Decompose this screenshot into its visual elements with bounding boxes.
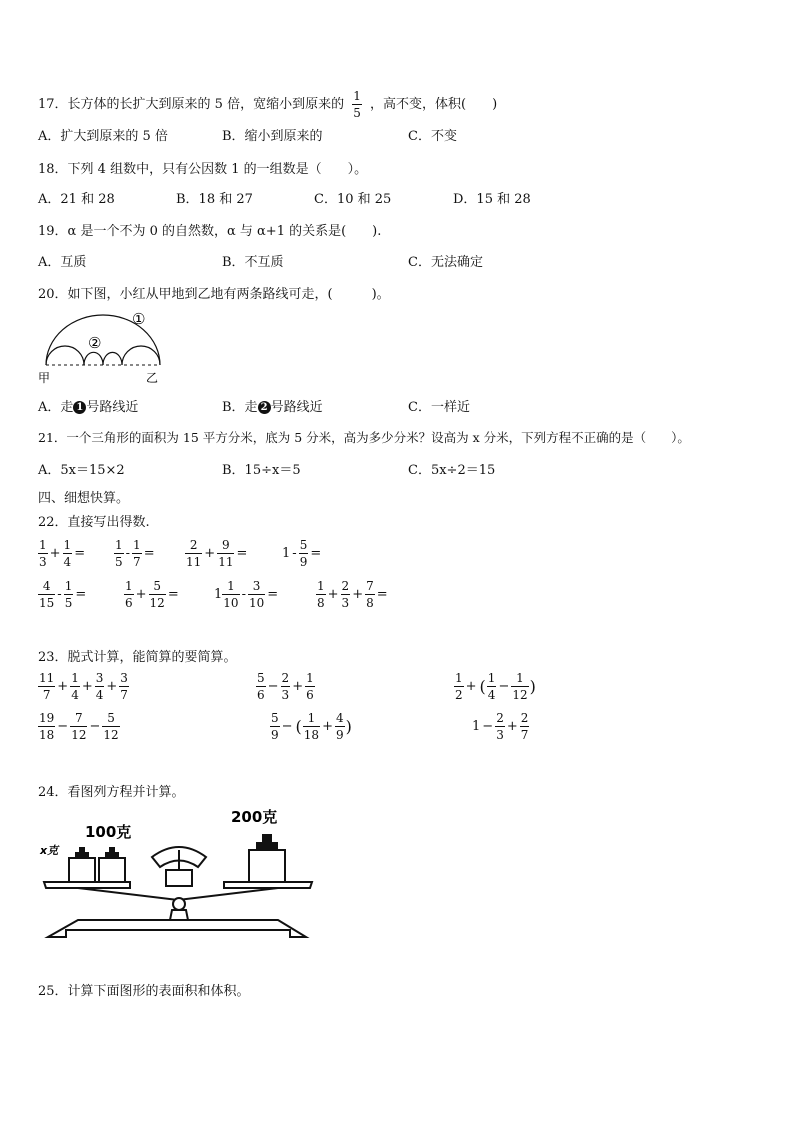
q18-option-a[interactable]: A．21 和 28 bbox=[38, 192, 115, 207]
denominator: 5 bbox=[115, 555, 123, 569]
denominator: 12 bbox=[149, 596, 165, 610]
balance-scale-figure bbox=[38, 802, 318, 947]
route-2-badge: 2 bbox=[258, 401, 271, 414]
numerator: 4 bbox=[38, 580, 55, 595]
numerator: 3 bbox=[248, 580, 265, 595]
denominator: 4 bbox=[63, 555, 72, 569]
left-pan bbox=[44, 882, 130, 888]
denominator: 11 bbox=[186, 555, 202, 569]
denominator: 7 bbox=[42, 688, 51, 702]
q23-expr-1 bbox=[38, 672, 129, 701]
numerator: 1 bbox=[303, 712, 320, 727]
q20-option-b-suffix: 号路线近 bbox=[270, 400, 323, 415]
denominator: 12 bbox=[103, 728, 119, 742]
plus-sign: + bbox=[49, 546, 61, 561]
numerator: 19 bbox=[39, 711, 55, 725]
q19-stem: 19．α 是一个不为 0 的自然数，α 与 α+1 的关系是( ). bbox=[38, 224, 382, 239]
denominator: 4 bbox=[71, 688, 79, 702]
denominator: 6 bbox=[125, 596, 133, 610]
x-weight-label: x克 bbox=[40, 844, 59, 857]
q22-item-1 bbox=[38, 539, 87, 568]
denominator: 11 bbox=[218, 555, 234, 569]
numerator: 1 bbox=[71, 671, 79, 685]
equals-sign: = bbox=[376, 587, 388, 602]
denominator: 3 bbox=[39, 555, 47, 569]
numerator: 9 bbox=[217, 539, 234, 554]
q25-stem: 25．计算下面图形的表面积和体积。 bbox=[38, 984, 250, 999]
denominator: 9 bbox=[271, 728, 279, 742]
denominator: 4 bbox=[95, 688, 104, 702]
minus-sign: - bbox=[292, 546, 297, 561]
route-2-arc-mid-left bbox=[84, 352, 103, 365]
numerator: 1 bbox=[222, 580, 239, 595]
numerator: 1 bbox=[487, 671, 496, 685]
minus-sign: − bbox=[89, 719, 101, 734]
q17-stem bbox=[38, 90, 497, 119]
denominator: 6 bbox=[257, 688, 265, 702]
q20-option-a-suffix: 号路线近 bbox=[86, 400, 139, 415]
minus-sign: − bbox=[281, 719, 293, 734]
numerator: 3 bbox=[95, 671, 104, 685]
denominator: 7 bbox=[520, 728, 529, 742]
q23-expr-5 bbox=[270, 712, 353, 741]
beam-pivot bbox=[173, 898, 185, 910]
q22-item-5 bbox=[38, 580, 88, 609]
denominator: 5 bbox=[353, 106, 361, 120]
q23-stem: 23．脱式计算，能简算的要简算。 bbox=[38, 650, 237, 665]
numerator: 5 bbox=[299, 538, 308, 552]
q22-item-4 bbox=[282, 539, 323, 568]
q21-stem: 21．一个三角形的面积为 15 平方分米，底为 5 分米，高为多少分米？设高为 x 分米，下列方程不正确的是（ ）。 bbox=[38, 430, 690, 445]
q23-expr-3 bbox=[454, 672, 537, 701]
denominator: 15 bbox=[39, 596, 55, 610]
scale-stand bbox=[170, 910, 188, 920]
q21-option-c[interactable]: C．5x÷2＝15 bbox=[408, 463, 496, 478]
section-heading: 四、细想快算。 bbox=[38, 491, 130, 506]
numerator: 1 bbox=[64, 579, 73, 593]
denominator: 3 bbox=[281, 688, 290, 702]
q20-option-a-prefix: A．走 bbox=[38, 400, 74, 415]
equals-sign: = bbox=[143, 546, 155, 561]
minus-sign: - bbox=[57, 587, 62, 602]
minus-sign: − bbox=[498, 679, 510, 694]
denominator: 10 bbox=[248, 596, 265, 610]
plus-sign: + bbox=[81, 679, 93, 694]
q17-stem-part2: ，高不变，体积( ) bbox=[370, 97, 498, 112]
q23-expr-2 bbox=[256, 672, 315, 701]
numerator: 1 bbox=[511, 672, 528, 687]
numerator: 5 bbox=[149, 580, 166, 595]
q18-option-d[interactable]: D．15 和 28 bbox=[453, 192, 531, 207]
numerator: 2 bbox=[520, 711, 529, 725]
numerator: 5 bbox=[257, 671, 265, 685]
q17-option-c[interactable]: C．不变 bbox=[408, 129, 457, 144]
plus-sign: + bbox=[322, 719, 333, 734]
denominator: 7 bbox=[120, 688, 128, 702]
q21-option-b[interactable]: B．15÷x＝5 bbox=[222, 463, 301, 478]
100g-weight bbox=[99, 847, 125, 882]
numerator: 11 bbox=[39, 671, 55, 685]
denominator: 18 bbox=[39, 728, 55, 742]
route-2-arc-right bbox=[122, 346, 160, 365]
right-paren: ) bbox=[529, 677, 536, 696]
q22-item-2 bbox=[114, 539, 157, 568]
q20-option-a[interactable] bbox=[38, 396, 138, 415]
denominator: 9 bbox=[335, 728, 344, 742]
denominator: 3 bbox=[341, 596, 350, 610]
numerator: 1 bbox=[63, 538, 72, 552]
numerator: 7 bbox=[366, 579, 374, 593]
numerator: 2 bbox=[496, 711, 504, 725]
q24-stem: 24．看图列方程并计算。 bbox=[38, 785, 185, 800]
whole-number: 1 bbox=[214, 587, 223, 602]
q23-expr-6 bbox=[472, 712, 529, 741]
q19-option-a[interactable]: A．互质 bbox=[38, 255, 87, 270]
200g-weight bbox=[249, 834, 285, 882]
q22-item-8 bbox=[316, 580, 390, 609]
route-2-arc-mid-right bbox=[103, 352, 122, 365]
minus-sign: − bbox=[482, 719, 494, 734]
denominator: 8 bbox=[366, 596, 374, 610]
numerator: 1 bbox=[306, 671, 314, 685]
q17-option-a[interactable]: A．扩大到原来的 5 倍 bbox=[38, 129, 168, 144]
equals-sign: = bbox=[167, 587, 179, 602]
route-2-label: ② bbox=[88, 334, 102, 352]
plus-sign: + bbox=[106, 679, 118, 694]
plus-sign: + bbox=[135, 587, 147, 602]
denominator: 12 bbox=[71, 728, 87, 742]
q22-item-3 bbox=[185, 539, 249, 568]
q22-item-6 bbox=[124, 580, 181, 609]
numerator: 1 bbox=[133, 538, 141, 552]
numerator: 2 bbox=[281, 671, 290, 685]
numerator: 2 bbox=[185, 539, 202, 554]
left-paren: ( bbox=[479, 677, 486, 696]
route-1-label: ① bbox=[132, 310, 146, 328]
numerator: 5 bbox=[271, 711, 279, 725]
q19-option-c[interactable]: C．无法确定 bbox=[408, 255, 483, 270]
denominator: 9 bbox=[299, 555, 308, 569]
q20-stem: 20．如下图，小红从甲地到乙地有两条路线可走，( )。 bbox=[38, 287, 390, 302]
numerator: 1 bbox=[115, 538, 123, 552]
q18-option-c[interactable]: C．10 和 25 bbox=[314, 192, 392, 207]
q18-option-b[interactable]: B．18 和 27 bbox=[176, 192, 253, 207]
minus-sign: − bbox=[267, 679, 279, 694]
q17-fraction bbox=[352, 90, 362, 119]
numerator: 4 bbox=[335, 711, 344, 725]
denominator: 12 bbox=[512, 688, 528, 702]
denominator: 5 bbox=[64, 596, 73, 610]
numerator: 7 bbox=[70, 712, 87, 727]
denominator: 18 bbox=[303, 728, 320, 742]
numerator: 2 bbox=[341, 579, 350, 593]
whole-number: 1 bbox=[472, 719, 481, 734]
end-label: 乙 bbox=[146, 371, 159, 385]
scale-base bbox=[48, 920, 306, 937]
q22-stem: 22．直接写出得数. bbox=[38, 515, 150, 530]
q20-option-b-prefix: B．走 bbox=[222, 400, 258, 415]
q18-stem: 18．下列 4 组数中，只有公因数 1 的一组数是（ ）。 bbox=[38, 162, 368, 177]
route-1-badge: 1 bbox=[73, 401, 86, 414]
plus-sign: + bbox=[327, 587, 339, 602]
route-2-arc-left bbox=[46, 346, 84, 365]
numerator: 5 bbox=[102, 712, 119, 727]
denominator: 2 bbox=[455, 688, 463, 702]
denominator: 6 bbox=[306, 688, 314, 702]
denominator: 8 bbox=[317, 596, 325, 610]
q17-stem-part1: 17．长方体的长扩大到原来的 5 倍，宽缩小到原来的 bbox=[38, 97, 345, 112]
whole-number: 1 bbox=[282, 546, 291, 561]
plus-sign: + bbox=[292, 679, 304, 694]
q22-item-7 bbox=[214, 580, 280, 609]
denominator: 10 bbox=[223, 596, 239, 610]
q19-option-b[interactable]: B．不互质 bbox=[222, 255, 284, 270]
scale-pointer-dial bbox=[152, 847, 206, 886]
equals-sign: = bbox=[74, 546, 86, 561]
numerator: 1 bbox=[125, 579, 133, 593]
equals-sign: = bbox=[267, 587, 279, 602]
equals-sign: = bbox=[310, 546, 322, 561]
minus-sign: - bbox=[241, 587, 246, 602]
right-paren: ) bbox=[345, 717, 352, 736]
plus-sign: + bbox=[204, 546, 216, 561]
equals-sign: = bbox=[75, 587, 87, 602]
plus-sign: + bbox=[465, 679, 477, 694]
minus-sign: − bbox=[57, 719, 69, 734]
q20-option-b[interactable] bbox=[222, 396, 323, 415]
numerator: 3 bbox=[120, 671, 128, 685]
q21-option-a[interactable]: A．5x＝15×2 bbox=[38, 463, 125, 478]
numerator: 1 bbox=[39, 538, 47, 552]
left-weight-label: 100克 bbox=[85, 823, 132, 841]
left-paren: ( bbox=[295, 717, 302, 736]
x-weight bbox=[69, 847, 95, 882]
denominator: 3 bbox=[496, 728, 504, 742]
right-pan bbox=[224, 882, 312, 888]
q17-option-b[interactable]: B．缩小到原来的 bbox=[222, 129, 323, 144]
denominator: 7 bbox=[133, 555, 141, 569]
q20-option-c[interactable]: C．一样近 bbox=[408, 400, 470, 415]
numerator: 1 bbox=[317, 579, 325, 593]
plus-sign: + bbox=[352, 587, 364, 602]
equals-sign: = bbox=[236, 546, 248, 561]
plus-sign: + bbox=[506, 719, 518, 734]
numerator: 1 bbox=[455, 671, 463, 685]
denominator: 4 bbox=[487, 688, 496, 702]
start-label: 甲 bbox=[38, 371, 51, 385]
right-weight-label: 200克 bbox=[231, 808, 278, 826]
numerator: 1 bbox=[353, 89, 361, 103]
q23-expr-4 bbox=[38, 712, 120, 741]
minus-sign: - bbox=[125, 546, 131, 561]
plus-sign: + bbox=[57, 679, 69, 694]
route-diagram bbox=[38, 308, 168, 388]
